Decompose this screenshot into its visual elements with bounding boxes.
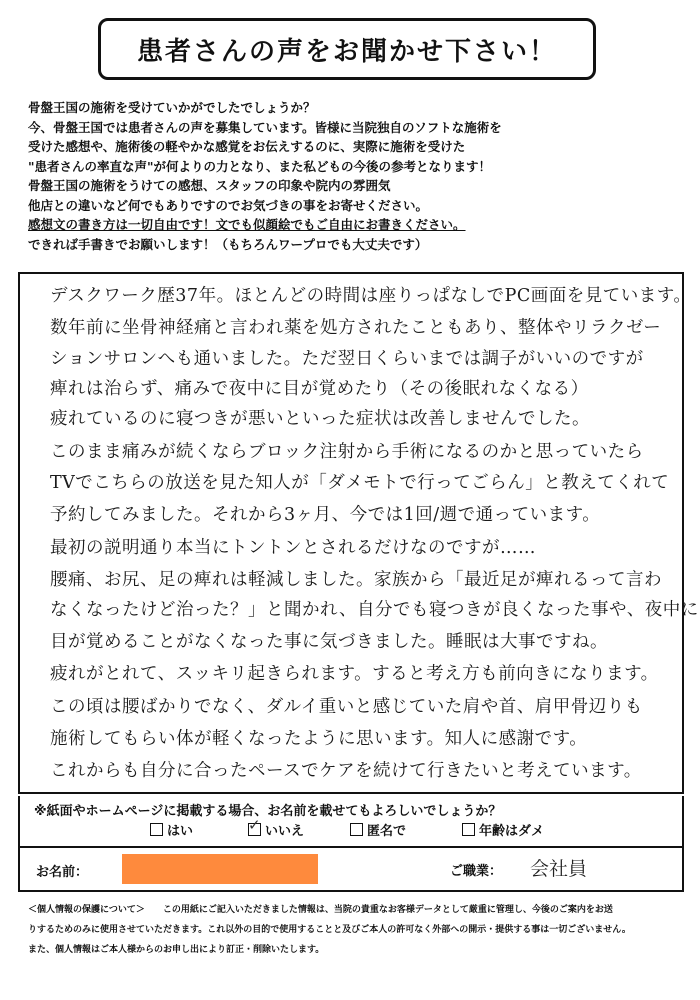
consent-option-no[interactable]	[248, 816, 305, 839]
letter-line: 腰痛、お尻、足の痺れは軽減しました。家族から「最近足が痺れるって言わ	[50, 570, 662, 590]
privacy-line: りするためのみに使用させていただきます。これ以外の目的で使用することと及びご本人の許可なく外部への開示・提供する事は一切ございません。	[28, 925, 631, 935]
consent-section	[18, 796, 684, 848]
intro-line: 骨盤王国の施術を受けていかがでしたでしょうか？	[28, 100, 316, 115]
checkbox-checked[interactable]	[248, 816, 261, 836]
intro-text	[28, 98, 688, 254]
option-label: いいえ	[265, 824, 305, 839]
letter-line: 最初の説明通り本当にトントンとされるだけなのですが……	[50, 538, 536, 558]
letter-line: 痺れは治らず、痛みで夜中に目が覚めたり（その後眠れなくなる）	[50, 379, 589, 399]
intro-line: 受けた感想や、施術後の軽やかな感覚をお伝えするのに、実際に施術を受けた	[28, 139, 466, 154]
intro-line: できれば手書きでお願いします！（もちろんワープロでも大丈夫です）	[28, 236, 428, 252]
occupation-label: ご職業：	[450, 864, 503, 879]
letter-line: これからも自分に合ったペースでケアを続けて行きたいと考えています。	[50, 761, 642, 781]
title-box	[98, 18, 596, 80]
letter-line: この頃は腰ばかりでなく、ダルイ重いと感じていた肩や首、肩甲骨辺りも	[50, 697, 643, 717]
letter-line: 疲れているのに寝つきが悪いといった症状は改善しませんでした。	[50, 409, 590, 429]
intro-line: "患者さんの率直な声"が何よりの力となり、また私どもの今後の参考となります！	[28, 158, 492, 174]
intro-line: 他店との違いなど何でもありですのでお気づきの事をお寄せください。	[28, 197, 429, 213]
option-label: 匿名で	[367, 824, 407, 839]
privacy-line: ＜個人情報の保護について＞ この用紙にご記入いただきました情報は、当院の貴重なお客様データとして厳重に管理し、今後のご案内をお送	[28, 905, 613, 915]
intro-line: 骨盤王国の施術をうけての感想、スタッフの印象や院内の雰囲気	[28, 178, 391, 193]
option-label: はい	[167, 824, 194, 839]
intro-line: 今、骨盤王国では患者さんの声を募集しています。皆様に当院独自のソフトな施術を	[28, 119, 502, 135]
handwritten-letter-box	[18, 272, 699, 794]
occupation-value: 会社員	[530, 858, 588, 880]
consent-option-yes[interactable]	[150, 820, 193, 839]
consent-question: ※紙面やホームページに掲載する場合、お名前を載せてもよろしいでしょうか？	[34, 804, 502, 819]
letter-line: ションサロンへも通いました。ただ翌日くらいまでは調子がいいのですが	[50, 349, 644, 369]
letter-line: 数年前に坐骨神経痛と言われ薬を処方されたこともあり、整体やリラクゼー	[50, 318, 662, 338]
consent-option-anonymous[interactable]	[350, 820, 406, 839]
name-label: お名前：	[36, 865, 89, 880]
intro-line: 感想文の書き方は一切自由です！文でも似顔絵でもご自由にお書きください。	[28, 217, 466, 232]
letter-line: TVでこちらの放送を見た知人が「ダメモトで行ってごらん」と教えてくれて	[50, 473, 670, 493]
option-label: 年齢はダメ	[479, 824, 545, 839]
letter-line: 疲れがとれて、スッキリ起きられます。すると考え方も前向きになります。	[50, 664, 659, 684]
letter-line: 予約してみました。それから3ヶ月、今では1回/週で通っています。	[50, 505, 601, 525]
check-mark-icon: ✓	[248, 816, 261, 834]
letter-line: デスクワーク歴37年。ほとんどの時間は座りっぱなしでPC画面を見ています。	[50, 286, 692, 306]
consent-option-no-age[interactable]	[462, 820, 544, 839]
privacy-notice	[28, 900, 678, 960]
checkbox[interactable]	[150, 823, 163, 836]
letter-line: 目が覚めることがなくなった事に気づきました。睡眠は大事ですね。	[50, 632, 608, 652]
checkbox[interactable]	[350, 823, 363, 836]
name-row	[18, 848, 684, 892]
name-redaction	[122, 854, 318, 884]
letter-line: なくなったけど治った？」と聞かれ、自分でも寝つきが良くなった事や、夜中に	[50, 600, 699, 620]
page-title: 患者さんの声をお聞かせ下さい！	[136, 36, 557, 67]
letter-line: このまま痛みが続くならブロック注射から手術になるのかと思っていたら	[50, 442, 644, 462]
checkbox[interactable]	[462, 823, 475, 836]
privacy-line: また、個人情報はご本人様からのお申し出により訂正・削除いたします。	[28, 945, 325, 955]
letter-line: 施術してもらい体が軽くなったように思います。知人に感謝です。	[50, 729, 588, 749]
